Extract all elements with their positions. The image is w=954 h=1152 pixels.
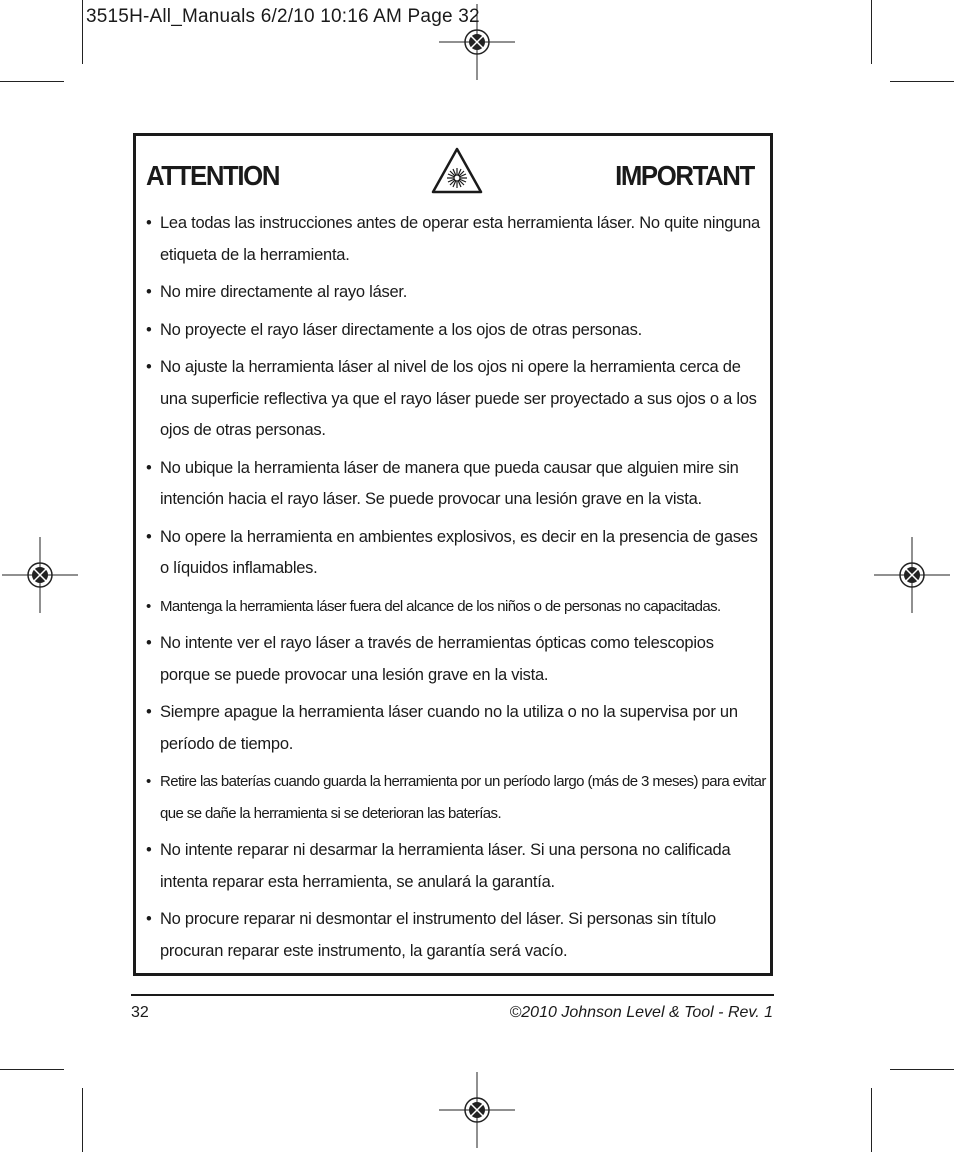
crop-mark: [890, 81, 954, 82]
page-number: 32: [131, 1004, 149, 1021]
crop-mark: [82, 1088, 83, 1152]
crop-mark: [871, 0, 872, 64]
registration-mark-icon: [0, 535, 80, 615]
laser-warning-icon: [431, 146, 483, 194]
list-item: • No intente reparar ni desarmar la herramienta láser. Si una persona no calificada intenta reparar esta herramienta, se anulará la garantía.: [146, 835, 766, 898]
registration-mark-icon: [872, 535, 952, 615]
list-item: • No opere la herramienta en ambientes explosivos, es decir en la presencia de gases o líquidos inflamables.: [146, 522, 766, 585]
laser-warning-box: [133, 133, 773, 976]
print-slug: 3515H-All_Manuals 6/2/10 10:16 AM Page 32: [86, 6, 480, 27]
list-item: • No proyecte el rayo láser directamente a los ojos de otras personas.: [146, 315, 766, 347]
crop-mark: [0, 81, 64, 82]
list-item: • No mire directamente al rayo láser.: [146, 277, 766, 309]
list-item: • Siempre apague la herramienta láser cuando no la utiliza o no la supervisa por un período de tiempo.: [146, 697, 766, 760]
crop-mark: [871, 1088, 872, 1152]
list-item: • No intente ver el rayo láser a través de herramientas ópticas como telescopios porque se puede provocar una lesión grave en la vista.: [146, 628, 766, 691]
crop-mark: [0, 1069, 64, 1070]
crop-mark: [82, 0, 83, 64]
footer-rule: [131, 994, 774, 996]
crop-mark: [890, 1069, 954, 1070]
list-item: • No ubique la herramienta láser de manera que pueda causar que alguien mire sin intención hacia el rayo láser. Se puede provocar una lesión grave en la vista.: [146, 453, 766, 516]
list-item: • Retire las baterías cuando guarda la herramienta por un período largo (más de 3 meses) para evitar que se dañe la herramienta si se deterioran las baterías.: [146, 766, 766, 829]
warning-list: [146, 208, 766, 973]
heading-attention: ATTENTION: [146, 160, 280, 191]
copyright-notice: ©2010 Johnson Level & Tool - Rev. 1: [509, 1004, 773, 1021]
registration-mark-icon: [437, 1070, 517, 1150]
list-item: • Mantenga la herramienta láser fuera del alcance de los niños o de personas no capacitadas.: [146, 591, 766, 623]
heading-important: IMPORTANT: [615, 160, 754, 191]
registration-mark-icon: [437, 2, 517, 82]
list-item: • No procure reparar ni desmontar el instrumento del láser. Si personas sin título procuran reparar este instrumento, la garantía será vacío.: [146, 904, 766, 967]
list-item: • No ajuste la herramienta láser al nivel de los ojos ni opere la herramienta cerca de una superficie reflectiva ya que el rayo láser puede ser proyectado a sus ojos o a los ojos de otras personas.: [146, 352, 766, 447]
list-item: • Lea todas las instrucciones antes de operar esta herramienta láser. No quite ninguna etiqueta de la herramienta.: [146, 208, 766, 271]
